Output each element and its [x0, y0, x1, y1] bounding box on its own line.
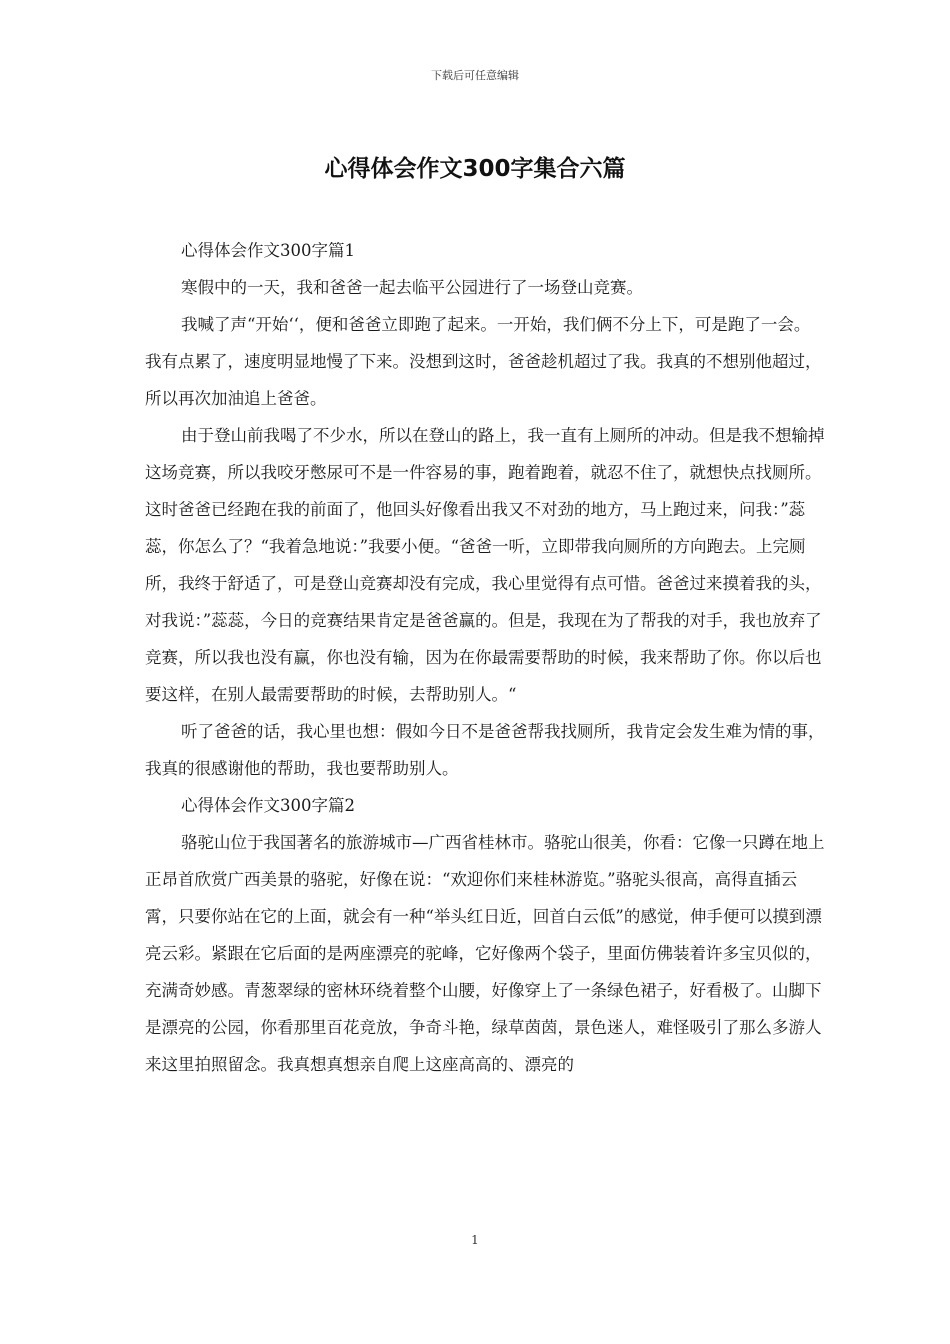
document-body [145, 232, 825, 1083]
section-heading: 心得体会作文300字篇1 [181, 241, 355, 260]
page-number: 1 [471, 1233, 479, 1247]
body-paragraph: 听了爸爸的话，我心里也想：假如今日不是爸爸帮我找厕所，我肯定会发生难为情的事，我真的很感谢他的帮助，我也要帮助别人。 [145, 722, 825, 778]
section-heading: 心得体会作文300字篇2 [181, 796, 355, 815]
body-paragraph: 由于登山前我喝了不少水，所以在登山的路上，我一直有上厕所的冲动。但是我不想输掉这场竞赛，所以我咬牙憋尿可不是一件容易的事，跑着跑着，就忍不住了，就想快点找厕所。这时爸爸已经跑在我的前面了，他回头好像看出我又不对劲的地方，马上跑过来，问我：”蕊蕊，你怎么了？“我着急地说：”我要小便。“爸爸一听，立即带我向厕所的方向跑去。上完厕所，我终于舒适了，可是登山竞赛却没有完成，我心里觉得有点可惜。爸爸过来摸着我的头，对我说：”蕊蕊，今日的竞赛结果肯定是爸爸赢的。但是，我现在为了帮我的对手，我也放弃了竞赛，所以我也没有赢，你也没有输，因为在你最需要帮助的时候，我来帮助了你。你以后也要这样，在别人最需要帮助的时候，去帮助别人。“ [145, 426, 825, 704]
body-paragraph: 我喊了声“开始‘‘，便和爸爸立即跑了起来。一开始，我们俩不分上下，可是跑了一会。我有点累了，速度明显地慢了下来。没想到这时，爸爸趁机超过了我。我真的不想别他超过，所以再次加油追上爸爸。 [145, 315, 822, 408]
body-paragraph: 寒假中的一天，我和爸爸一起去临平公园进行了一场登山竞赛。 [181, 278, 643, 297]
document-title: 心得体会作文300字集合六篇 [324, 156, 626, 182]
header-note: 下载后可任意编辑 [431, 69, 519, 82]
body-paragraph: 骆驼山位于我国著名的旅游城市—广西省桂林市。骆驼山很美，你看：它像一只蹲在地上正昂首欣赏广西美景的骆驼，好像在说：“欢迎你们来桂林游览。”骆驼头很高，高得直插云霄，只要你站在它的上面，就会有一种“举头红日近，回首白云低”的感觉，伸手便可以摸到漂亮云彩。紧跟在它后面的是两座漂亮的驼峰，它好像两个袋子，里面仿佛装着许多宝贝似的，充满奇妙感。青葱翠绿的密林环绕着整个山腰，好像穿上了一条绿色裙子，好看极了。山脚下是漂亮的公园，你看那里百花竞放，争奇斗艳，绿草茵茵，景色迷人，难怪吸引了那么多游人来这里拍照留念。我真想真想亲自爬上这座高高的、漂亮的 [145, 833, 825, 1074]
